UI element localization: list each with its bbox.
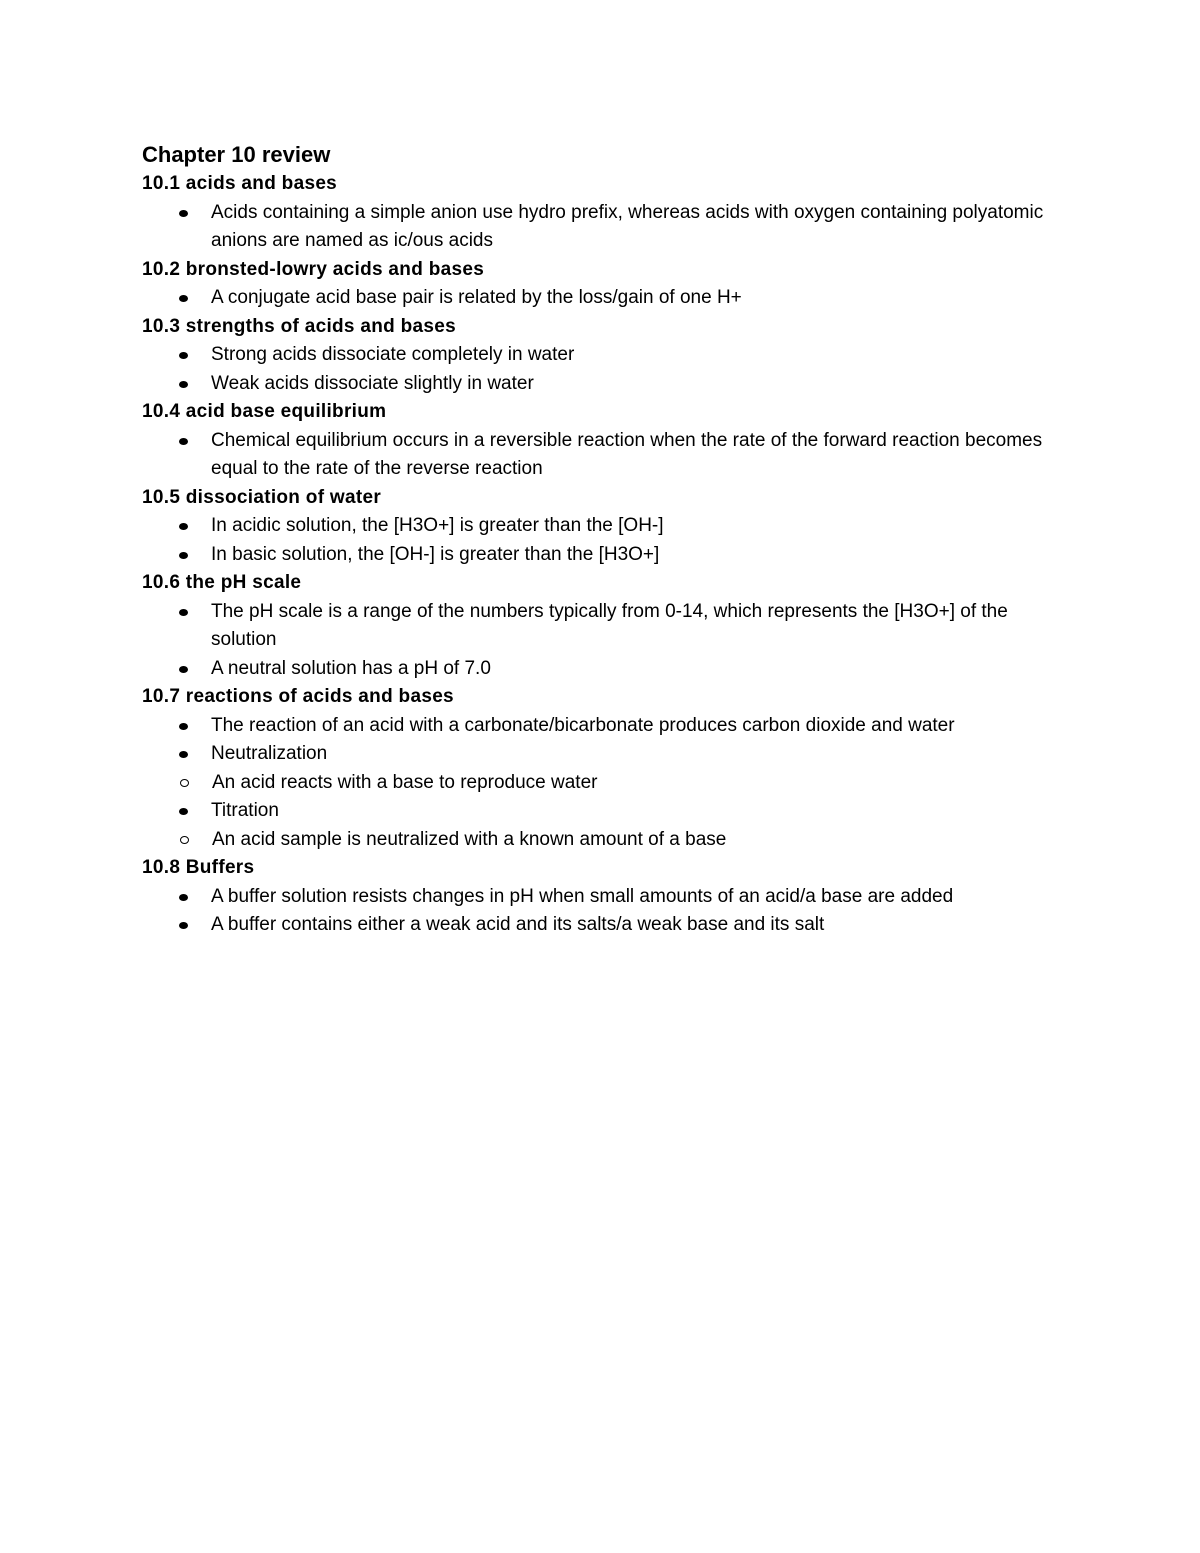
list-item <box>142 427 1061 484</box>
list-item <box>142 541 1061 570</box>
sub-list-item-text: An acid reacts with a base to reproduce water <box>212 771 598 793</box>
sections-container <box>142 170 1082 940</box>
sub-list-item <box>142 826 1082 855</box>
section-heading: 10.6 the pH scale <box>142 572 302 593</box>
list-item-text: A buffer contains either a weak acid and its salts/a weak base and its salt <box>211 914 825 935</box>
sub-list-item <box>142 769 1082 798</box>
bullet-list <box>142 712 1082 855</box>
bullet-dot-icon <box>179 894 188 901</box>
bullet-dot-icon <box>179 295 188 302</box>
list-item-text: A buffer solution resists changes in pH when small amounts of an acid/a base are added <box>211 885 954 907</box>
bullet-dot-icon <box>179 552 188 559</box>
bullet-list <box>142 883 1082 940</box>
bullet-list <box>142 512 1082 569</box>
list-item-text: In basic solution, the [OH-] is greater than the [H3O+] <box>211 543 660 565</box>
section-heading: 10.5 dissociation of water <box>142 486 382 508</box>
section-heading: 10.8 Buffers <box>142 857 255 878</box>
list-item <box>142 797 1061 826</box>
list-item <box>142 199 1061 256</box>
bullet-dot-icon <box>179 381 188 388</box>
list-item <box>142 740 1061 769</box>
list-item-text: Titration <box>211 800 279 821</box>
bullet-list <box>142 598 1082 684</box>
list-item <box>142 341 1061 370</box>
section-heading: 10.1 acids and bases <box>142 173 338 194</box>
list-item <box>142 598 1061 655</box>
list-item-text: Acids containing a simple anion use hydro prefix, whereas acids with oxygen containing polyatomic anions are named as ic/ous acids <box>211 201 1044 251</box>
bullet-dot-icon <box>179 723 188 730</box>
bullet-list <box>142 341 1082 398</box>
sub-list-item-text: An acid sample is neutralized with a known amount of a base <box>212 828 727 850</box>
list-item <box>142 655 1061 684</box>
bullet-list <box>142 427 1082 484</box>
bullet-list <box>142 284 1082 313</box>
list-item <box>142 712 1061 741</box>
bullet-circle-icon <box>180 779 189 787</box>
bullet-dot-icon <box>179 609 188 616</box>
list-item <box>142 911 1061 940</box>
bullet-dot-icon <box>179 666 188 673</box>
sub-bullet-list <box>142 769 1082 798</box>
bullet-dot-icon <box>179 808 188 815</box>
bullet-list <box>142 199 1082 256</box>
bullet-dot-icon <box>179 438 188 445</box>
list-item-text: The reaction of an acid with a carbonate/bicarbonate produces carbon dioxide and water <box>211 714 955 736</box>
section-heading: 10.3 strengths of acids and bases <box>142 315 457 337</box>
bullet-dot-icon <box>179 210 188 217</box>
bullet-circle-icon <box>180 836 189 844</box>
list-item-text: Neutralization <box>211 743 328 764</box>
list-item-text: Weak acids dissociate slightly in water <box>211 372 534 394</box>
list-item-text: In acidic solution, the [H3O+] is greater than the [OH-] <box>211 515 664 536</box>
list-item-text: A neutral solution has a pH of 7.0 <box>211 657 491 679</box>
list-item <box>142 284 1061 313</box>
document-title: Chapter 10 review <box>142 142 331 167</box>
document-page <box>142 141 1082 940</box>
list-item <box>142 883 1061 912</box>
section-heading: 10.7 reactions of acids and bases <box>142 686 454 707</box>
list-item-text: The pH scale is a range of the numbers typically from 0-14, which represents the [H3O+] of the solution <box>211 600 1008 650</box>
list-item <box>142 512 1061 541</box>
list-item <box>142 370 1061 399</box>
sub-bullet-list <box>142 826 1082 855</box>
section-heading: 10.4 acid base equilibrium <box>142 401 387 422</box>
list-item-text: Chemical equilibrium occurs in a reversible reaction when the rate of the forward reaction becomes equal to the rate of the reverse reaction <box>211 429 1043 479</box>
list-item-text: Strong acids dissociate completely in water <box>211 344 575 365</box>
bullet-dot-icon <box>179 523 188 530</box>
list-item-text: A conjugate acid base pair is related by the loss/gain of one H+ <box>211 287 742 308</box>
bullet-dot-icon <box>179 352 188 359</box>
bullet-dot-icon <box>179 922 188 929</box>
bullet-dot-icon <box>179 751 188 758</box>
section-heading: 10.2 bronsted-lowry acids and bases <box>142 258 485 280</box>
